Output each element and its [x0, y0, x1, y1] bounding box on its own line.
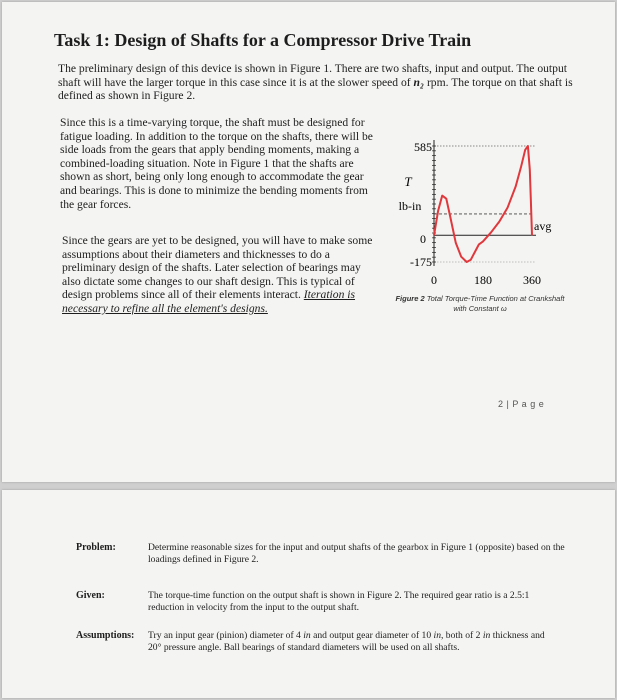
ylabel-symbol: T [404, 174, 412, 189]
x-tick-360: 360 [523, 273, 541, 287]
page-number: 2 | P a g e [498, 399, 545, 409]
para3-text: Since the gears are yet to be designed, you will have to make some assumptions about their diameters and thicknesses to do a preliminary design of the shafts. Later selection of bearings may also dictate some changes to our shaft design. This is typical of design problems since all of their elements interact. [62, 234, 373, 302]
assump-text-b: and output gear diameter of 10 [310, 630, 434, 641]
given-text: The torque-time function on the output shaft is shown in Figure 2. The required gear ratio is a 2.5:1 reduction in velocity from the input to the output shaft. [148, 590, 530, 613]
ylabel-units: lb-in [398, 199, 422, 213]
assumptions-paragraph [62, 234, 377, 316]
figure-caption [390, 294, 570, 314]
assump-text-c: , both of 2 [441, 630, 483, 641]
iteration-emphasis: Iteration is necessary to refine all the element's designs. [62, 288, 356, 315]
figure-caption-text: Total Torque-Time Function at Crankshaft with Constant ω [424, 294, 565, 313]
intro-paragraph [58, 62, 573, 103]
document-page-1 [2, 2, 615, 482]
speed-symbol: n₂ [413, 75, 425, 89]
unit-in-1: in [303, 630, 311, 641]
y-tick-0: 0 [420, 232, 426, 246]
x-tick-0: 0 [431, 273, 437, 287]
given-label: Given: [76, 590, 105, 601]
y-tick-585: 585 [414, 140, 432, 154]
page-title: Task 1: Design of Shafts for a Compressor Drive Train [54, 30, 472, 50]
unit-in-3: in [482, 630, 491, 641]
problem-label: Problem: [76, 542, 116, 553]
problem-text: Determine reasonable sizes for the input and output shafts of the gearbox in Figure 1 (opposite) based on the loadings defined in Figure 2. [148, 542, 565, 565]
assump-text-a: Try an input gear (pinion) diameter of 4 [148, 630, 304, 641]
assump-text-d: thickness and 20° pressure angle. Ball bearings of standard diameters will be used on all shafts. [148, 630, 545, 653]
avg-label: avg [534, 219, 552, 233]
torque-curve [434, 146, 532, 262]
figure-caption-number: Figure 2 [395, 294, 425, 303]
y-tick-minus-175: -175 [410, 255, 432, 269]
x-tick-180: 180 [474, 273, 492, 287]
chart-axes [432, 140, 536, 266]
document-page-2 [2, 490, 615, 698]
intro-text-b: rpm. The torque on that shaft is defined as shown in Figure 2. [58, 75, 573, 103]
intro-text-a: The preliminary design of this device is shown in Figure 1. There are two shafts, input and output. The output shaft will have the larger torque in this case since it is at the slower speed of [58, 62, 567, 89]
assumptions-text [148, 630, 560, 653]
assumptions-label: Assumptions: [76, 630, 135, 641]
torque-time-chart [388, 124, 588, 294]
fatigue-paragraph: Since this is a time-varying torque, the shaft must be designed for fatigue loading. In addition to the torque on the shafts, there will be side loads from the gears that apply bending moments, making a combined-loading situation. Note in Figure 1 that the shafts are shown as short, being only long enough to accommodate the gear and bearings. This is done to minimize the bending moments from the gear forces. [60, 116, 373, 211]
unit-in-2: in [433, 630, 441, 641]
